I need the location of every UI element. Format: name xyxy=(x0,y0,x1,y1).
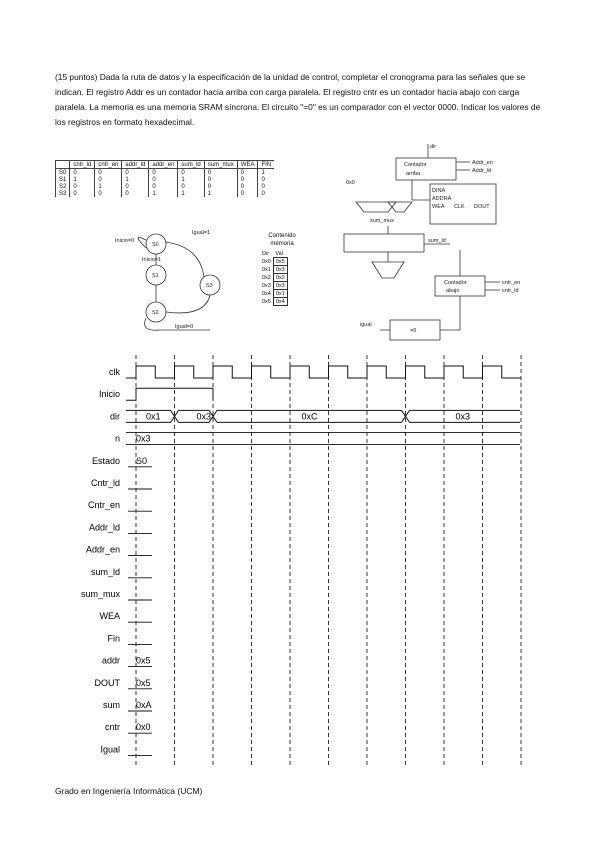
table-cell: 0 xyxy=(70,190,95,197)
initial-value: S0 xyxy=(136,455,148,466)
dp-addr-ld-label: Addr_ld xyxy=(472,168,491,174)
fsm-diagram xyxy=(100,222,240,337)
signal-label-addr_en: Addr_en xyxy=(85,544,120,555)
memory-val: 0x1 xyxy=(273,290,287,298)
table-cell: 0 xyxy=(258,183,274,190)
fsm-label-igual1: Igual=1 xyxy=(192,230,211,236)
fsm-label-inicio1: Inicio=1 xyxy=(142,257,162,263)
table-cell: 0 xyxy=(122,169,149,177)
table-cell: 0 xyxy=(178,169,204,177)
signal-label-sum_ld: sum_ld xyxy=(90,566,120,577)
table-cell: S0 xyxy=(56,169,70,177)
memory-dir: 0x5 xyxy=(262,298,271,305)
signal-label-addr: addr xyxy=(101,655,120,666)
table-cell: 0 xyxy=(95,176,122,183)
fsm-state-s3: S3 xyxy=(206,283,213,289)
fsm-label-igual0: Igual=0 xyxy=(175,324,194,330)
table-header: cntr_ld xyxy=(70,161,95,169)
table-cell: 0 xyxy=(237,169,258,177)
signal-label-cntr_en: Cntr_en xyxy=(87,500,120,511)
table-cell: 1 xyxy=(204,190,237,197)
table-cell: 1 xyxy=(122,176,149,183)
dp-contador-arriba-label: Contador xyxy=(404,162,427,168)
fsm-state-s0: S0 xyxy=(152,242,159,248)
datapath-diagram xyxy=(340,140,550,345)
memory-dir: 0x3 xyxy=(262,282,271,289)
dp-abajo-label: abajo xyxy=(446,288,460,294)
dp-cntr-en-label: cntr_en xyxy=(502,280,521,286)
memory-val: 0x4 xyxy=(273,298,287,306)
memory-row xyxy=(260,282,287,290)
memory-row xyxy=(260,258,287,266)
dp-arriba-label: arriba xyxy=(406,171,421,177)
signal-label-fin: Fin xyxy=(107,633,120,644)
table-header: sum_ld xyxy=(178,161,204,169)
adder-shape xyxy=(372,262,404,278)
signal-label-dir: dir xyxy=(109,411,120,422)
memory-title-line1: Contenido xyxy=(268,233,296,239)
memory-dir: 0x0 xyxy=(262,258,271,265)
table-cell: 1 xyxy=(70,176,95,183)
table-cell: S3 xyxy=(56,190,70,197)
table-cell: 1 xyxy=(258,169,274,177)
initial-value: 0xA xyxy=(136,700,152,710)
table-cell: 0 xyxy=(95,169,122,177)
dir-value: 0xC xyxy=(301,411,318,422)
table-header: addr_ld xyxy=(122,161,149,169)
table-cell: 0 xyxy=(258,190,274,197)
table-cell: 0 xyxy=(122,183,149,190)
dp-dir-label: dir xyxy=(430,144,437,150)
memory-header-row xyxy=(260,250,287,258)
table-cell: 0 xyxy=(237,176,258,183)
n-value: 0x3 xyxy=(136,433,151,444)
dp-contador-abajo-label: Contador xyxy=(444,280,467,286)
dp-eq0-label: =0 xyxy=(410,328,417,334)
table-cell: S1 xyxy=(56,176,70,183)
memory-row xyxy=(260,274,287,282)
cntr-counter-box xyxy=(435,276,485,296)
dp-clk-label: CLK xyxy=(454,204,465,210)
table-header: addr_en xyxy=(149,161,178,169)
memory-dir: 0x1 xyxy=(262,266,271,273)
dp-sum-ld-label: sum_ld xyxy=(428,238,446,244)
dir-value: 0x3 xyxy=(196,411,212,422)
memory-val: 0x3 xyxy=(273,266,287,274)
memory-dir: 0x2 xyxy=(262,274,271,281)
dp-cntr-ld-label: cntr_ld xyxy=(502,288,519,294)
dp-addr-en-label: Addr_en xyxy=(472,160,493,166)
memory-row xyxy=(260,298,287,306)
fsm-state-s2: S2 xyxy=(152,310,159,316)
table-cell: 0 xyxy=(237,183,258,190)
memory-table xyxy=(260,250,288,306)
dp-zero-label: 0x0 xyxy=(346,180,355,186)
dp-addra-label: ADDRA xyxy=(432,196,452,202)
signal-label-cntr: cntr xyxy=(104,722,120,733)
control-unit-table xyxy=(55,160,274,197)
table-cell: 0 xyxy=(204,169,237,177)
table-cell: 0 xyxy=(149,176,178,183)
table-header: cntr_en xyxy=(95,161,122,169)
table-cell: 0 xyxy=(95,190,122,197)
signal-label-cntr_ld: Cntr_ld xyxy=(90,478,120,488)
footer: Grado en Ingeniería Informática (UCM) xyxy=(55,786,203,796)
signal-label-igual: Igual xyxy=(100,744,120,755)
memory-val: 0x5 xyxy=(273,258,287,266)
signal-label-sum: sum xyxy=(102,700,120,710)
table-cell: 0 xyxy=(149,169,178,177)
memory-val: 0x2 xyxy=(273,274,287,282)
fsm-state-s1: S1 xyxy=(152,273,159,279)
memory-row xyxy=(260,266,287,274)
memory-title xyxy=(262,232,302,248)
signal-label-clk: clk xyxy=(109,367,120,377)
inicio-waveform xyxy=(126,388,213,400)
dp-igual-label: igual xyxy=(360,322,372,328)
dir-value: 0x3 xyxy=(455,411,471,422)
table-cell: 1 xyxy=(178,190,204,197)
memory-col-dir: Dir xyxy=(262,250,270,257)
dp-dout-label: DOUT xyxy=(474,204,490,210)
signal-label-estado: Estado xyxy=(91,455,120,466)
dp-wea-label: WEA xyxy=(432,204,445,210)
signal-label-wea: WEA xyxy=(99,611,120,622)
table-cell: 0 xyxy=(204,183,237,190)
timing-chart xyxy=(0,350,600,770)
problem-statement: (15 puntos) Dada la ruta de datos y la especificación de la unidad de control, completar el cronograma para las señales que se indican. El registro Addr es un contador hacia arriba con carga paralela. El registro cntr es un contador hacia abajo con carga paralela. La memoria es una memoria SRAM síncrona. El circuito "=0" es un comparador con el vector 0000. Indicar los valores de los registros en formato hexadecimal. xyxy=(55,72,541,127)
table-cell: 0 xyxy=(122,190,149,197)
signal-label-addr_ld: Addr_ld xyxy=(88,522,120,533)
table-header xyxy=(56,161,70,169)
fsm-label-inicio0: Inicio=0 xyxy=(115,238,135,244)
memory-row xyxy=(260,290,287,298)
dp-sum-mux-label: sum_mux xyxy=(370,218,394,224)
dp-dina-label: DINA xyxy=(432,188,446,194)
sum-register-box xyxy=(344,234,424,252)
table-cell: 1 xyxy=(149,190,178,197)
initial-value: 0x0 xyxy=(136,722,151,733)
memory-dir: 0x4 xyxy=(262,290,271,297)
table-cell: 0 xyxy=(204,176,237,183)
table-cell: 0 xyxy=(149,183,178,190)
clk-waveform xyxy=(126,366,521,378)
signal-label-n: n xyxy=(114,433,120,444)
table-row xyxy=(56,190,275,197)
table-cell: S2 xyxy=(56,183,70,190)
table-header: FIN xyxy=(258,161,274,169)
table-row xyxy=(56,169,275,177)
signal-label-dout: DOUT xyxy=(94,677,120,688)
table-cell: 1 xyxy=(178,176,204,183)
table-cell: 0 xyxy=(70,183,95,190)
table-header-row xyxy=(56,161,275,169)
memory-val: 0x3 xyxy=(273,282,287,290)
table-cell: 0 xyxy=(237,190,258,197)
signal-label-sum_mux: sum_mux xyxy=(80,589,120,599)
memory-title-line2: memoria xyxy=(270,241,294,247)
signal-label-inicio: Inicio xyxy=(98,389,120,400)
table-header: WEA xyxy=(237,161,258,169)
table-cell: 0 xyxy=(70,169,95,177)
dir-value: 0x1 xyxy=(146,411,161,422)
table-cell: 1 xyxy=(95,183,122,190)
memory-col-val: Val xyxy=(275,250,283,257)
initial-value: 0x5 xyxy=(136,655,151,666)
table-header: sum_mux xyxy=(204,161,237,169)
initial-value: 0x5 xyxy=(136,677,151,688)
table-row xyxy=(56,183,275,190)
table-cell: 0 xyxy=(178,183,204,190)
table-cell: 0 xyxy=(258,176,274,183)
table-row xyxy=(56,176,275,183)
